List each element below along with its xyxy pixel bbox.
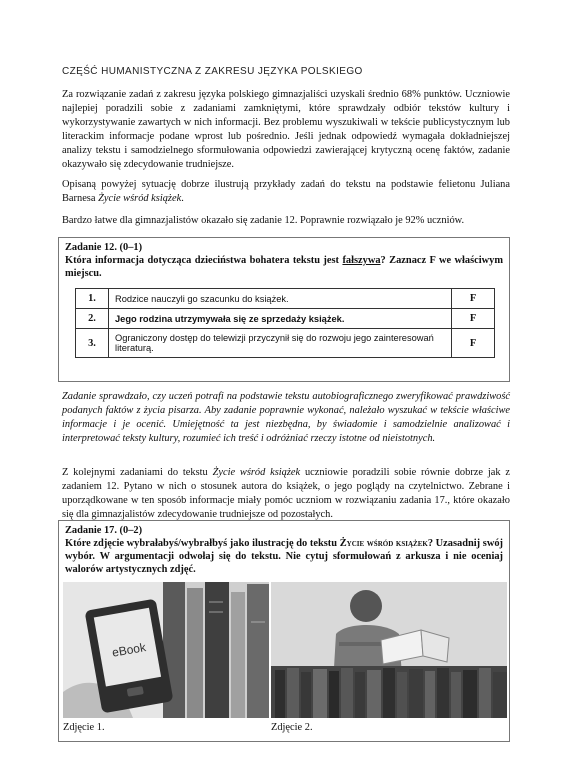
task-12-heading xyxy=(59,238,509,280)
answer-row xyxy=(76,309,495,329)
answer-row xyxy=(76,289,495,309)
answer-text: Ograniczony dostęp do telewizji przyczynił się do rozwoju jego zainteresowań literaturą. xyxy=(109,329,452,358)
task-17-heading xyxy=(59,521,509,576)
paragraph-2-prefix: Opisaną powyżej sytuację dobrze ilustrują przykłady zadań do tekstu na podstawie felietonu Juliana Barnesa xyxy=(62,179,510,204)
photo-1-caption: Zdjęcie 1. xyxy=(63,722,105,733)
answer-mark-cell[interactable]: F xyxy=(452,329,495,358)
photos-area xyxy=(59,582,509,750)
section-title: CZĘŚĆ HUMANISTYCZNA Z ZAKRESU JĘZYKA POLSKIEGO xyxy=(62,66,363,77)
task-12-box xyxy=(58,237,510,382)
paragraph-3: Bardzo łatwe dla gimnazjalistów okazało się zadanie 12. Poprawnie rozwiązało je 92% uczniów. xyxy=(62,215,465,226)
paragraph-4 xyxy=(62,466,510,522)
ebook-screen-label: eBook xyxy=(110,640,147,660)
task-17-question-suffix: ? Uzasadnij swój wybór. W argumentacji odwołaj się do tekstu. Nie cytuj sformułowań z arkusza i nie oceniaj walorów artystycznych zdjęć. xyxy=(65,538,503,575)
commentary-paragraph: Zadanie sprawdzało, czy uczeń potrafi na podstawie tekstu autobiograficznego zweryfikować prawdziwość podanych faktów z życia pisarza. Aby zadanie poprawnie wykonać, należało wyszukać w tekście właściwe informacje i je ocenić. Umiejętność ta jest niezbędna, by świadomie i samodzielnie analizować i interpretować teksty kultury, rozumieć ich treść i odróżniać rzeczy istotne od nieistotnych. xyxy=(62,391,510,444)
answer-mark-cell[interactable]: F xyxy=(452,309,495,329)
task-12-question-prefix: Która informacja dotycząca dzieciństwa bohatera tekstu jest xyxy=(65,255,343,266)
task-12-question-suffix: ? Zaznacz F we właściwym miejscu. xyxy=(65,255,503,279)
task-12-answer-table xyxy=(75,288,495,358)
paragraph-2-suffix: . xyxy=(181,193,184,204)
answer-text: Jego rodzina utrzymywała się ze sprzedaży książek. xyxy=(109,309,452,329)
photo-2-man-reading xyxy=(271,582,507,718)
paragraph-4-title: Życie wśród książek xyxy=(212,467,301,478)
task-17-question-title: Życie wśród książek xyxy=(339,538,428,549)
intro-paragraph: Za rozwiązanie zadań z zakresu języka polskiego gimnazjaliści uzyskali średnio 68% punktów. Uczniowie najlepiej poradzili sobie z zadaniami zamkniętymi, które sprawdzały odbiór tekstów kultury i wykorzystywanie zawartych w nich informacji. Bez problemu wyszukiwali w tekście publicystycznym lub literackim informacje podane wprost lub pośrednio. Jeśli jednak odpowiedź wymagała dokładniejszej analizy tekstu i samodzielnego sformułowania odpowiedzi zawierającej krytyczną ocenę faktów, zadanie okazywało się zdecydowanie trudniejsze. xyxy=(62,89,510,170)
paragraph-4-suffix: uczniowie poradzili sobie równie dobrze jak z zadaniem 12. Pytano w nich o stosunek autora do książek, o jego poglądy na czytelnictwo. Zebrane i uporządkowane w ten sposób informacje miały pomóc uczniom w rozwiązaniu zadania 17., które okazało się dla gimnazjalistów zdecydowanie trudniejsze od pozostałych. xyxy=(62,467,510,520)
task-12-header: Zadanie 12. (0–1) xyxy=(65,242,143,253)
task-17-header: Zadanie 17. (0–2) xyxy=(65,525,143,536)
photo-2-caption: Zdjęcie 2. xyxy=(271,722,313,733)
paragraph-4-prefix: Z kolejnymi zadaniami do tekstu xyxy=(62,467,213,478)
task-12-question xyxy=(65,254,503,280)
paragraph-2-title: Życie wśród książek xyxy=(98,193,182,204)
answer-row xyxy=(76,329,495,358)
answer-number: 1. xyxy=(76,289,109,309)
task-17-box xyxy=(58,520,510,742)
answer-number: 3. xyxy=(76,329,109,358)
answer-mark-cell[interactable]: F xyxy=(452,289,495,309)
photo-1-ebook-reader xyxy=(63,582,269,718)
task-17-question-prefix: Które zdjęcie wybrałabyś/wybrałbyś jako ilustrację do tekstu xyxy=(65,538,340,549)
task-17-question xyxy=(65,537,503,576)
answer-number: 2. xyxy=(76,309,109,329)
paragraph-2 xyxy=(62,178,510,206)
task-12-question-underlined: fałszywa xyxy=(342,255,381,266)
answer-text: Rodzice nauczyli go szacunku do książek. xyxy=(109,289,452,309)
